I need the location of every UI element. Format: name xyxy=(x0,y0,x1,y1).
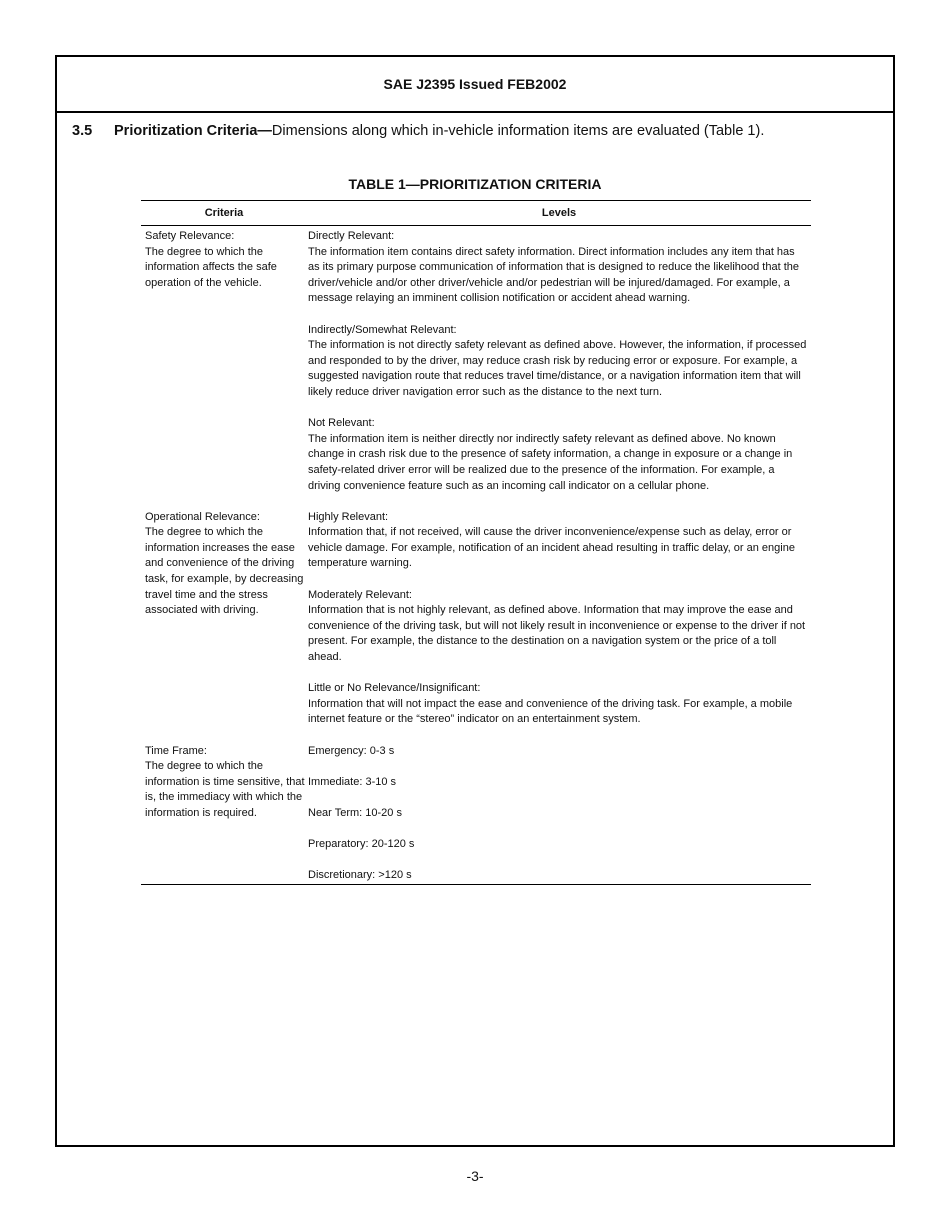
criteria-cell xyxy=(141,744,308,884)
level-desc: The information item is neither directly nor indirectly safety relevant as defined above. No known change in crash risk due to the presence of safety information, a change in exposure or a change in safety-related driver error will be realized due to the presence of the information. For example, a driving convenience feature such as an incoming call indicator on a cellular phone. xyxy=(308,432,793,492)
levels-cell xyxy=(308,744,811,884)
level-name: Little or No Relevance/Insignificant: xyxy=(308,682,481,695)
level-item xyxy=(308,416,809,494)
level-name: Highly Relevant: xyxy=(308,510,389,523)
level-desc: The information is not directly safety relevant as defined above. However, the information, if processed and responded to by the driver, may reduce crash risk by reducing error or exposure. For example, a suggested navigation route that reduces travel time/distance, or a navigation information item that will likely reduce driver navigation error such as the distance to the next turn. xyxy=(308,339,807,398)
level-item xyxy=(308,744,809,760)
document-title: SAE J2395 Issued FEB2002 xyxy=(383,76,567,92)
page-number: -3- xyxy=(466,1168,484,1184)
level-item xyxy=(308,837,809,853)
level-item xyxy=(308,588,809,666)
level-name: Not Relevant: xyxy=(308,417,375,430)
criteria-label: Safety Relevance: The degree to which the information affects the safe operation of the vehicle. xyxy=(145,230,277,289)
levels-header: Levels xyxy=(541,207,577,219)
criteria-text xyxy=(145,510,307,619)
criteria-cell xyxy=(141,229,308,510)
level-name: Discretionary: >120 s xyxy=(308,869,412,882)
level-desc: Information that, if not received, will cause the driver inconvenience/expense such as delay, error or vehicle damage. For example, notification of an incident ahead resulting in traffic delay, or an engine temperature warning. xyxy=(308,526,795,570)
level-item xyxy=(308,868,809,884)
table-row xyxy=(141,229,811,510)
level-name: Emergency: 0-3 s xyxy=(308,744,395,757)
level-name: Moderately Relevant: xyxy=(308,588,412,601)
section-title: Prioritization Criteria— xyxy=(114,123,272,139)
level-item xyxy=(308,323,809,401)
level-item xyxy=(308,229,809,307)
page-frame xyxy=(55,55,895,1147)
criteria-text xyxy=(145,229,305,291)
level-item xyxy=(308,775,809,791)
criteria-text xyxy=(145,744,305,822)
level-desc: Information that is not highly relevant, as defined above. Information that may improve the ease and convenience of the driving task, but will not likely result in inconvenience or expense to the driver if not present. For example, the distance to the destination on a navigation system or the price of a toll ahead. xyxy=(308,604,806,664)
level-item xyxy=(308,510,809,572)
section-text: Dimensions along which in-vehicle information items are evaluated (Table 1). xyxy=(271,123,765,139)
criteria-label: Operational Relevance: The degree to which the information increases the ease and convenience of the driving task, for example, by decreasing travel time and the stress associated with driving. xyxy=(145,510,304,617)
level-item xyxy=(308,806,809,822)
table-header-row xyxy=(141,201,811,226)
level-desc: The information item contains direct safety information. Direct information includes any item that has as its primary purpose communication of information that is designed to reduce the likelihood that the driver/vehicle and/or other driver/vehicle and/or pedestrian will be injured/damaged. For example, a message relaying an imminent collision notification or accident ahead warning. xyxy=(308,245,799,305)
criteria-label: Time Frame: The degree to which the information is time sensitive, that is, the immediacy with which the information is required. xyxy=(145,744,305,819)
level-name: Preparatory: 20-120 s xyxy=(308,838,415,851)
level-name: Directly Relevant: xyxy=(308,230,395,242)
criteria-cell xyxy=(141,510,308,744)
section-number: 3.5 xyxy=(72,123,93,139)
levels-cell xyxy=(308,510,811,744)
level-item xyxy=(308,681,809,728)
table-title: TABLE 1—PRIORITIZATION CRITERIA xyxy=(348,176,602,192)
criteria-header: Criteria xyxy=(204,207,244,219)
level-desc: Information that will not impact the ease and convenience of the driving task. For example, a mobile internet feature or the “stereo” indicator on an entertainment system. xyxy=(308,697,793,726)
document-header xyxy=(57,57,893,113)
table-row xyxy=(141,510,811,744)
level-name: Immediate: 3-10 s xyxy=(308,775,397,788)
levels-cell xyxy=(308,229,811,510)
table-row xyxy=(141,744,811,884)
section-3-5 xyxy=(72,123,764,139)
level-name: Near Term: 10-20 s xyxy=(308,806,402,819)
level-name: Indirectly/Somewhat Relevant: xyxy=(308,323,457,336)
prioritization-table xyxy=(141,200,811,885)
